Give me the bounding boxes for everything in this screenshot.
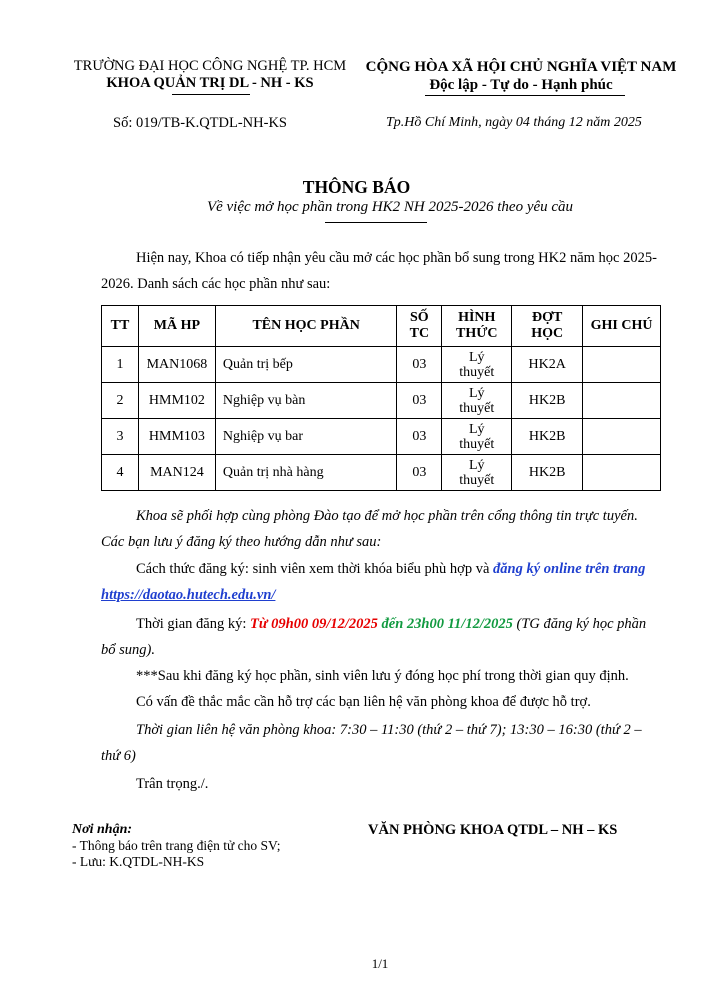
document-title: THÔNG BÁO	[302, 177, 411, 197]
cell-credits: 03	[397, 419, 442, 455]
header-form	[442, 306, 512, 347]
cell-form	[442, 419, 512, 455]
cell-form	[442, 383, 512, 419]
cell-form-line1: Lý	[468, 349, 485, 365]
header-form-line1: HÌNH	[458, 310, 496, 325]
cell-form-line2: thuyết	[459, 436, 495, 452]
cell-code: HMM103	[138, 419, 215, 455]
cell-term: HK2B	[512, 419, 583, 455]
page-number: 1/1	[371, 956, 389, 971]
header-credits-line1: SỐ	[410, 310, 429, 325]
cell-note	[583, 383, 661, 419]
header-term	[512, 306, 583, 347]
recipients-block	[72, 822, 281, 870]
closing-line: Trân trọng./.	[136, 776, 209, 792]
header-term-line1: ĐỢT	[531, 310, 563, 325]
cell-note	[583, 419, 661, 455]
document-subtitle: Về việc mở học phần trong HK2 NH 2025-2026 theo yêu cầu	[206, 199, 574, 215]
cell-name: Quản trị nhà hàng	[215, 455, 396, 491]
registration-time-paragraph	[101, 612, 661, 663]
header-credits-line2: TC	[409, 326, 430, 341]
cell-credits: 03	[397, 455, 442, 491]
header-code: MÃ HP	[138, 306, 215, 347]
header-credits	[397, 306, 442, 347]
motto: Độc lập - Tự do - Hạnh phúc	[429, 77, 613, 93]
issuer-underline	[172, 94, 250, 95]
course-table	[101, 305, 661, 491]
cell-name: Nghiệp vụ bar	[215, 419, 396, 455]
table-row	[102, 383, 661, 419]
coordination-paragraph: Khoa sẽ phối hợp cùng phòng Đào tạo để mở học phần trên cổng thông tin trực tuyến. Các bạn lưu ý đăng ký theo hướng dẫn như sau:	[101, 508, 638, 550]
fee-note-paragraph: ***Sau khi đăng ký học phần, sinh viên lưu ý đóng học phí trong thời gian quy định.	[136, 668, 629, 684]
registration-link[interactable]: https://daotao.hutech.edu.vn/	[101, 586, 276, 603]
cell-term: HK2B	[512, 455, 583, 491]
cell-form-line1: Lý	[468, 421, 485, 437]
cell-form	[442, 455, 512, 491]
header-note: GHI CHÚ	[583, 306, 661, 347]
registration-method-paragraph	[101, 557, 661, 608]
table-row	[102, 347, 661, 383]
cell-tt: 4	[102, 455, 139, 491]
motto-underline	[425, 95, 625, 96]
recipient-item: - Lưu: K.QTDL-NH-KS	[72, 854, 205, 869]
header-tt: TT	[102, 306, 139, 347]
cell-form-line1: Lý	[468, 385, 485, 401]
cell-tt: 3	[102, 419, 139, 455]
place-date: Tp.Hồ Chí Minh, ngày 04 tháng 12 năm 2025	[386, 115, 642, 130]
header-form-line2: THỨC	[456, 326, 498, 341]
university-name: TRƯỜNG ĐẠI HỌC CÔNG NGHỆ TP. HCM	[73, 58, 347, 74]
cell-form-line1: Lý	[468, 457, 485, 473]
cell-name: Quản trị bếp	[215, 347, 396, 383]
office-hours-paragraph: Thời gian liên hệ văn phòng khoa: 7:30 – 11:30 (thứ 2 – thứ 7); 13:30 – 16:30 (thứ 2 – thứ 6)	[101, 722, 642, 764]
table-row	[102, 455, 661, 491]
issuer-block	[62, 58, 358, 92]
cell-credits: 03	[397, 347, 442, 383]
time-prefix: Thời gian đăng ký:	[136, 616, 250, 632]
document-number: Số: 019/TB-K.QTDL-NH-KS	[113, 115, 287, 131]
recipients-label: Nơi nhận:	[72, 822, 133, 837]
cell-note	[583, 455, 661, 491]
cell-tt: 1	[102, 347, 139, 383]
national-heading	[360, 58, 682, 94]
support-paragraph: Có vấn đề thắc mắc cần hỗ trợ các bạn liên hệ văn phòng khoa để được hỗ trợ.	[136, 694, 591, 710]
header-name: TÊN HỌC PHẦN	[215, 306, 396, 347]
cell-code: MAN124	[138, 455, 215, 491]
time-from: Từ 09h00 09/12/2025	[249, 616, 378, 632]
signature-office: VĂN PHÒNG KHOA QTDL – NH – KS	[368, 822, 618, 838]
time-to: 23h00 11/12/2025	[406, 616, 513, 632]
cell-form-line2: thuyết	[459, 364, 495, 380]
cell-credits: 03	[397, 383, 442, 419]
method-emphasis: đăng ký online trên trang	[493, 561, 646, 577]
cell-note	[583, 347, 661, 383]
cell-code: MAN1068	[138, 347, 215, 383]
recipient-item: - Thông báo trên trang điện tử cho SV;	[72, 838, 281, 853]
country-name: CỘNG HÒA XÃ HỘI CHỦ NGHĨA VIỆT NAM	[365, 59, 677, 75]
method-text: Cách thức đăng ký: sinh viên xem thời khóa biểu phù hợp và	[136, 561, 494, 577]
cell-form-line2: thuyết	[459, 400, 495, 416]
title-underline	[325, 222, 427, 223]
faculty-name: KHOA QUẢN TRỊ DL - NH - KS	[106, 75, 314, 91]
cell-form	[442, 347, 512, 383]
intro-paragraph: Hiện nay, Khoa có tiếp nhận yêu cầu mở các học phần bổ sung trong HK2 năm học 2025-2026. Danh sách các học phần như sau:	[101, 250, 657, 292]
cell-term: HK2A	[512, 347, 583, 383]
time-to-word: đến	[377, 616, 407, 632]
time-note: (TG đăng ký học phần bổ sung).	[101, 616, 647, 658]
cell-term: HK2B	[512, 383, 583, 419]
cell-code: HMM102	[138, 383, 215, 419]
cell-tt: 2	[102, 383, 139, 419]
cell-name: Nghiệp vụ bàn	[215, 383, 396, 419]
table-header-row	[102, 306, 661, 347]
header-term-line2: HỌC	[531, 326, 564, 341]
table-row	[102, 419, 661, 455]
cell-form-line2: thuyết	[459, 472, 495, 488]
